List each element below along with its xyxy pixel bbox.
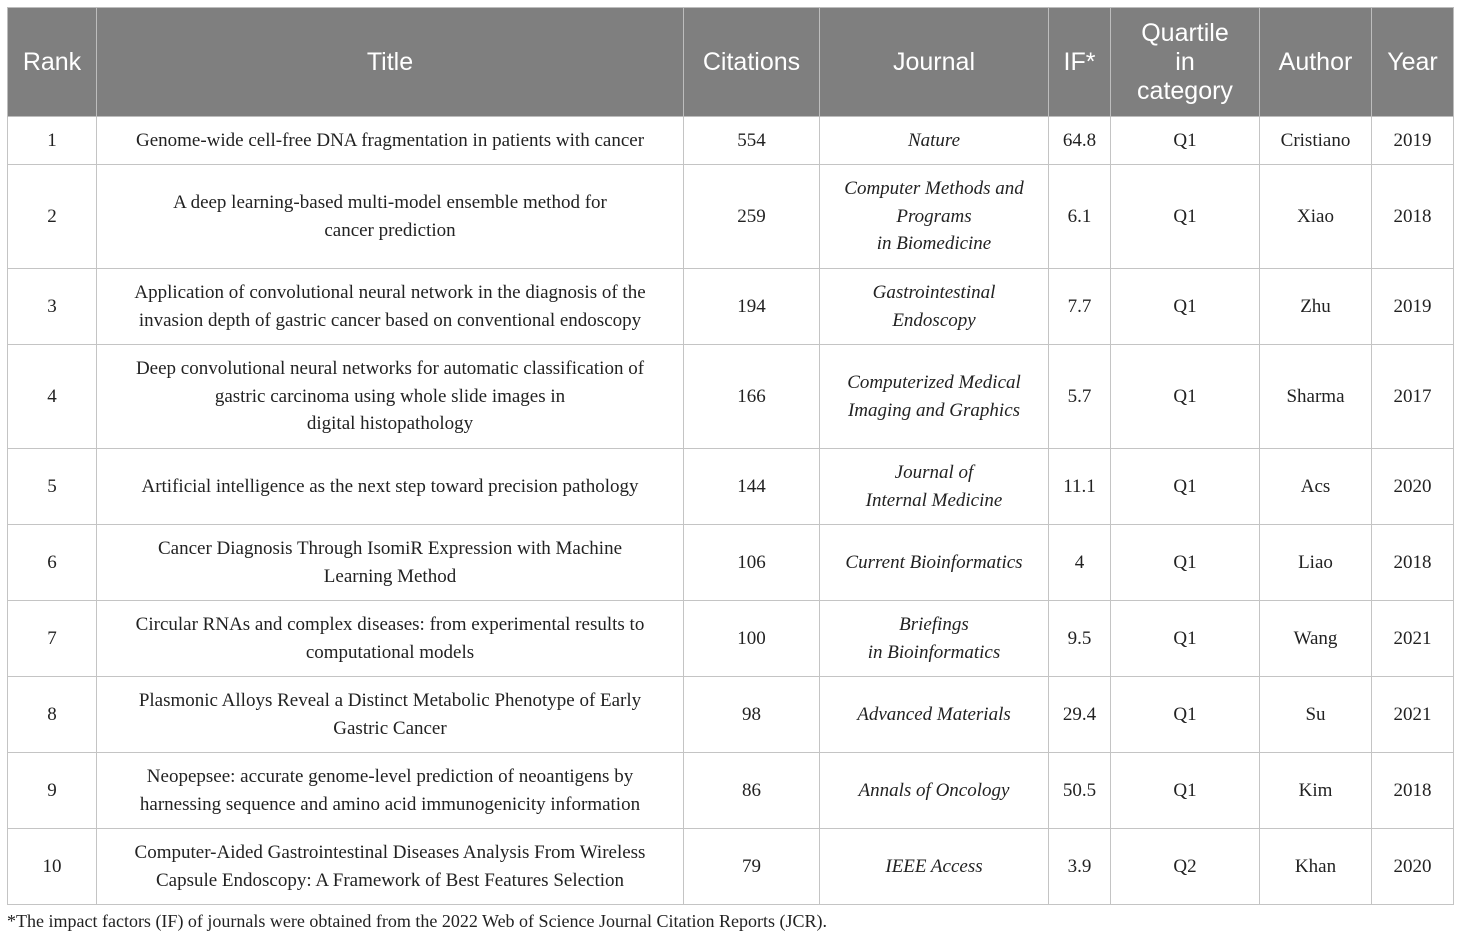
cell-if bbox=[1049, 677, 1111, 753]
cell-author-text: Cristiano bbox=[1280, 129, 1351, 151]
cell-author bbox=[1260, 345, 1372, 449]
cell-quartile bbox=[1111, 677, 1260, 753]
cell-journal bbox=[820, 677, 1049, 753]
cell-citations-text: 194 bbox=[737, 295, 766, 317]
header-citations: Citations bbox=[684, 8, 820, 117]
cell-year-text: 2018 bbox=[1393, 551, 1432, 573]
cell-title-text: Cancer Diagnosis Through IsomiR Expression with Machine Learning Method bbox=[157, 538, 623, 587]
cell-if-text: 9.5 bbox=[1067, 627, 1092, 649]
header-if: IF* bbox=[1049, 8, 1111, 117]
cell-title-text: Deep convolutional neural networks for automatic classification of gastric carcinoma using whole slide images in digital histopathology bbox=[135, 358, 645, 435]
cell-citations bbox=[684, 449, 820, 525]
cell-title-text: Plasmonic Alloys Reveal a Distinct Metabolic Phenotype of Early Gastric Cancer bbox=[138, 690, 642, 739]
cell-quartile-text: Q1 bbox=[1173, 779, 1197, 801]
table-row bbox=[8, 601, 1454, 677]
table-row bbox=[8, 525, 1454, 601]
cell-if bbox=[1049, 601, 1111, 677]
cell-citations-text: 79 bbox=[742, 855, 761, 877]
cell-title bbox=[97, 449, 684, 525]
table-footnote: *The impact factors (IF) of journals were obtained from the 2022 Web of Science Journal Citation Reports (JCR). bbox=[7, 911, 828, 931]
top-cited-papers-table bbox=[7, 7, 1454, 905]
header-row bbox=[8, 8, 1454, 117]
cell-quartile bbox=[1111, 165, 1260, 269]
cell-if-text: 6.1 bbox=[1067, 205, 1092, 227]
cell-author bbox=[1260, 449, 1372, 525]
cell-quartile-text: Q2 bbox=[1173, 855, 1197, 877]
cell-title bbox=[97, 117, 684, 165]
cell-year-text: 2020 bbox=[1393, 475, 1432, 497]
cell-journal-text: Current Bioinformatics bbox=[845, 551, 1023, 573]
cell-citations-text: 98 bbox=[742, 703, 761, 725]
cell-citations bbox=[684, 601, 820, 677]
cell-citations-text: 100 bbox=[737, 627, 766, 649]
cell-author-text: Sharma bbox=[1286, 385, 1345, 407]
cell-year bbox=[1372, 269, 1454, 345]
cell-journal-text: Briefings in Bioinformatics bbox=[867, 614, 1001, 663]
cell-if bbox=[1049, 829, 1111, 905]
table-header bbox=[8, 8, 1454, 117]
cell-citations bbox=[684, 345, 820, 449]
cell-quartile bbox=[1111, 829, 1260, 905]
cell-year bbox=[1372, 601, 1454, 677]
cell-citations bbox=[684, 269, 820, 345]
cell-quartile bbox=[1111, 269, 1260, 345]
cell-rank-text: 8 bbox=[47, 703, 57, 725]
cell-author-text: Acs bbox=[1300, 475, 1331, 497]
cell-year bbox=[1372, 345, 1454, 449]
cell-rank bbox=[8, 269, 97, 345]
table-row bbox=[8, 829, 1454, 905]
cell-rank-text: 4 bbox=[47, 385, 57, 407]
cell-title bbox=[97, 269, 684, 345]
cell-rank bbox=[8, 677, 97, 753]
cell-rank-text: 1 bbox=[47, 129, 57, 151]
cell-year bbox=[1372, 117, 1454, 165]
cell-citations bbox=[684, 829, 820, 905]
cell-if-text: 5.7 bbox=[1067, 385, 1092, 407]
cell-year bbox=[1372, 525, 1454, 601]
cell-journal bbox=[820, 117, 1049, 165]
cell-if-text: 7.7 bbox=[1067, 295, 1092, 317]
cell-journal bbox=[820, 525, 1049, 601]
cell-quartile bbox=[1111, 117, 1260, 165]
cell-year bbox=[1372, 165, 1454, 269]
cell-title bbox=[97, 829, 684, 905]
cell-year-text: 2021 bbox=[1393, 703, 1432, 725]
cell-if-text: 29.4 bbox=[1062, 703, 1097, 725]
cell-journal bbox=[820, 449, 1049, 525]
cell-journal bbox=[820, 269, 1049, 345]
header-author: Author bbox=[1260, 8, 1372, 117]
cell-quartile bbox=[1111, 525, 1260, 601]
cell-author bbox=[1260, 753, 1372, 829]
cell-journal bbox=[820, 345, 1049, 449]
cell-quartile-text: Q1 bbox=[1173, 551, 1197, 573]
cell-if-text: 64.8 bbox=[1062, 129, 1097, 151]
cell-year bbox=[1372, 449, 1454, 525]
cell-journal-text: Advanced Materials bbox=[857, 703, 1011, 725]
cell-rank bbox=[8, 525, 97, 601]
cell-rank bbox=[8, 829, 97, 905]
cell-citations bbox=[684, 525, 820, 601]
table-body bbox=[8, 117, 1454, 905]
cell-if-text: 4 bbox=[1074, 551, 1085, 573]
header-rank: Rank bbox=[8, 8, 97, 117]
cell-rank-text: 3 bbox=[47, 295, 57, 317]
cell-title-text: Circular RNAs and complex diseases: from experimental results to computational models bbox=[135, 614, 645, 663]
cell-author bbox=[1260, 601, 1372, 677]
cell-quartile-text: Q1 bbox=[1173, 205, 1197, 227]
cell-citations-text: 106 bbox=[737, 551, 766, 573]
cell-year-text: 2019 bbox=[1393, 129, 1432, 151]
cell-rank-text: 6 bbox=[47, 551, 57, 573]
cell-rank-text: 5 bbox=[47, 475, 57, 497]
cell-author-text: Kim bbox=[1298, 779, 1333, 801]
cell-if bbox=[1049, 165, 1111, 269]
cell-citations-text: 166 bbox=[737, 385, 766, 407]
cell-citations-text: 86 bbox=[742, 779, 761, 801]
cell-title bbox=[97, 601, 684, 677]
cell-citations bbox=[684, 753, 820, 829]
cell-year-text: 2019 bbox=[1393, 295, 1432, 317]
cell-citations bbox=[684, 117, 820, 165]
cell-year-text: 2021 bbox=[1393, 627, 1432, 649]
cell-citations bbox=[684, 165, 820, 269]
cell-journal bbox=[820, 753, 1049, 829]
table-row bbox=[8, 269, 1454, 345]
cell-citations-text: 144 bbox=[737, 475, 766, 497]
cell-if bbox=[1049, 753, 1111, 829]
cell-quartile bbox=[1111, 601, 1260, 677]
cell-quartile-text: Q1 bbox=[1173, 627, 1197, 649]
cell-quartile-text: Q1 bbox=[1173, 385, 1197, 407]
cell-author-text: Wang bbox=[1293, 627, 1338, 649]
cell-author-text: Khan bbox=[1294, 855, 1337, 877]
cell-quartile-text: Q1 bbox=[1173, 703, 1197, 725]
cell-journal bbox=[820, 829, 1049, 905]
citations-table-container bbox=[7, 7, 1453, 905]
cell-title-text: Genome-wide cell-free DNA fragmentation in patients with cancer bbox=[135, 129, 645, 151]
cell-journal-text: Gastrointestinal Endoscopy bbox=[872, 282, 996, 331]
cell-title-text: A deep learning-based multi-model ensemble method for cancer prediction bbox=[173, 192, 607, 241]
cell-quartile-text: Q1 bbox=[1173, 475, 1197, 497]
cell-author bbox=[1260, 165, 1372, 269]
cell-author-text: Xiao bbox=[1297, 205, 1334, 227]
header-quartile: Quartile in category bbox=[1111, 8, 1260, 117]
cell-journal-text: IEEE Access bbox=[885, 855, 983, 877]
table-row bbox=[8, 117, 1454, 165]
cell-title bbox=[97, 677, 684, 753]
header-year: Year bbox=[1372, 8, 1454, 117]
cell-title-text: Application of convolutional neural network in the diagnosis of the invasion depth of gastric cancer based on conventional endoscopy bbox=[134, 282, 646, 331]
cell-author-text: Su bbox=[1305, 703, 1326, 725]
cell-journal bbox=[820, 165, 1049, 269]
table-row bbox=[8, 165, 1454, 269]
cell-if-text: 3.9 bbox=[1067, 855, 1092, 877]
cell-year-text: 2018 bbox=[1393, 205, 1432, 227]
cell-if bbox=[1049, 117, 1111, 165]
cell-year bbox=[1372, 753, 1454, 829]
cell-quartile-text: Q1 bbox=[1173, 295, 1197, 317]
cell-title bbox=[97, 345, 684, 449]
cell-rank-text: 9 bbox=[47, 779, 57, 801]
cell-if-text: 11.1 bbox=[1063, 475, 1096, 497]
cell-title-text: Neopepsee: accurate genome-level prediction of neoantigens by harnessing sequence and amino acid immunogenicity information bbox=[139, 766, 641, 815]
cell-author bbox=[1260, 525, 1372, 601]
cell-rank-text: 7 bbox=[47, 627, 57, 649]
cell-quartile bbox=[1111, 753, 1260, 829]
cell-rank-text: 10 bbox=[42, 855, 62, 877]
header-journal: Journal bbox=[820, 8, 1049, 117]
cell-journal bbox=[820, 601, 1049, 677]
cell-title-text: Artificial intelligence as the next step toward precision pathology bbox=[141, 475, 639, 497]
cell-rank bbox=[8, 117, 97, 165]
cell-author bbox=[1260, 829, 1372, 905]
cell-year bbox=[1372, 829, 1454, 905]
cell-journal-text: Journal of Internal Medicine bbox=[865, 462, 1003, 511]
cell-author bbox=[1260, 117, 1372, 165]
header-title: Title bbox=[97, 8, 684, 117]
table-row bbox=[8, 449, 1454, 525]
cell-quartile bbox=[1111, 345, 1260, 449]
cell-title bbox=[97, 525, 684, 601]
cell-if bbox=[1049, 269, 1111, 345]
cell-rank bbox=[8, 601, 97, 677]
cell-if bbox=[1049, 449, 1111, 525]
cell-quartile bbox=[1111, 449, 1260, 525]
cell-if bbox=[1049, 525, 1111, 601]
cell-citations-text: 554 bbox=[737, 129, 766, 151]
cell-citations-text: 259 bbox=[737, 205, 766, 227]
cell-journal-text: Computerized Medical Imaging and Graphics bbox=[847, 372, 1021, 421]
cell-rank bbox=[8, 165, 97, 269]
table-row bbox=[8, 753, 1454, 829]
cell-author bbox=[1260, 677, 1372, 753]
table-row bbox=[8, 677, 1454, 753]
cell-year-text: 2017 bbox=[1393, 385, 1432, 407]
cell-journal-text: Computer Methods and Programs in Biomedicine bbox=[844, 178, 1024, 255]
cell-rank bbox=[8, 345, 97, 449]
cell-if-text: 50.5 bbox=[1062, 779, 1097, 801]
cell-author-text: Liao bbox=[1298, 551, 1333, 573]
cell-title bbox=[97, 753, 684, 829]
table-row bbox=[8, 345, 1454, 449]
cell-journal-text: Annals of Oncology bbox=[858, 779, 1010, 801]
cell-if bbox=[1049, 345, 1111, 449]
cell-quartile-text: Q1 bbox=[1173, 129, 1197, 151]
cell-title-text: Computer-Aided Gastrointestinal Diseases Analysis From Wireless Capsule Endoscopy: A Framework of Best Features Selection bbox=[134, 842, 646, 891]
cell-author-text: Zhu bbox=[1300, 295, 1331, 317]
cell-rank bbox=[8, 753, 97, 829]
cell-rank bbox=[8, 449, 97, 525]
cell-author bbox=[1260, 269, 1372, 345]
cell-rank-text: 2 bbox=[47, 205, 57, 227]
cell-year-text: 2018 bbox=[1393, 779, 1432, 801]
cell-year-text: 2020 bbox=[1393, 855, 1432, 877]
cell-year bbox=[1372, 677, 1454, 753]
cell-title bbox=[97, 165, 684, 269]
cell-citations bbox=[684, 677, 820, 753]
cell-journal-text: Nature bbox=[907, 129, 961, 151]
